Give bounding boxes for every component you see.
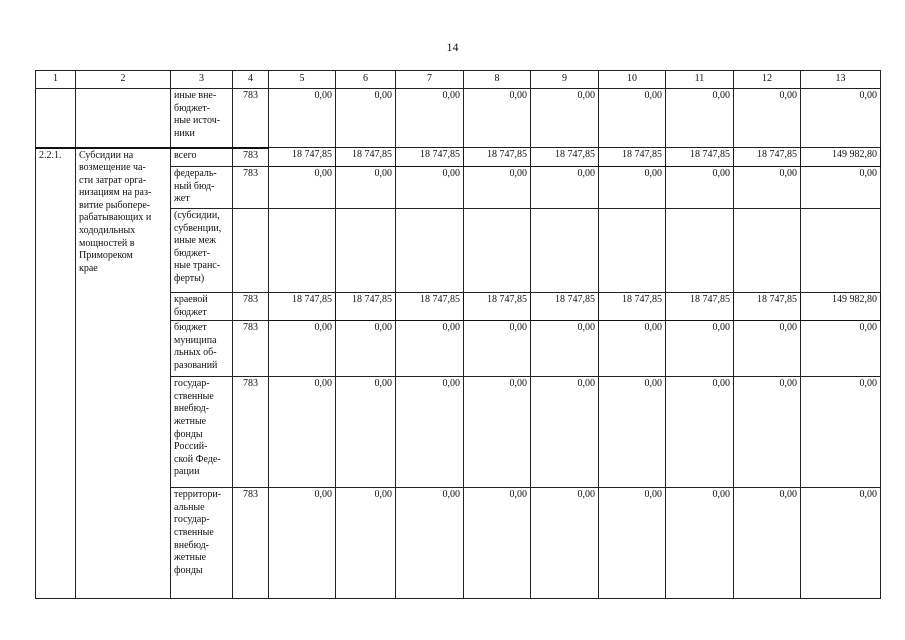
section-number: 2.2.1. — [36, 148, 76, 599]
value-cell: 0,00 — [336, 89, 396, 148]
value-cell: 18 747,85 — [666, 148, 734, 167]
value-cell: 18 747,85 — [666, 293, 734, 321]
value-cell: 0,00 — [336, 488, 396, 599]
value-cell: 0,00 — [666, 377, 734, 488]
value-cell: 0,00 — [599, 488, 666, 599]
value-cell: 0,00 — [531, 321, 599, 377]
row-title-cell — [76, 89, 171, 148]
value-cell: 0,00 — [464, 167, 531, 209]
column-header: 9 — [531, 71, 599, 89]
funding-source-cell: государ- ственные внебюд- жетные фонды Россий- ской Феде- рации — [171, 377, 233, 488]
value-cell — [396, 209, 464, 293]
value-cell: 18 747,85 — [464, 148, 531, 167]
value-cell: 0,00 — [801, 167, 881, 209]
code-cell — [233, 209, 269, 293]
section-title: Субсидии на возмещение ча- сти затрат орга- низациям на раз- витие рыбопере- рабатывающих и хододильных мощностей в Примореком крае — [76, 148, 171, 599]
value-cell: 0,00 — [269, 89, 336, 148]
value-cell — [666, 209, 734, 293]
value-cell: 0,00 — [396, 321, 464, 377]
column-header: 10 — [599, 71, 666, 89]
value-cell — [734, 209, 801, 293]
value-cell: 0,00 — [734, 377, 801, 488]
value-cell — [531, 209, 599, 293]
value-cell: 18 747,85 — [734, 148, 801, 167]
value-cell — [599, 209, 666, 293]
table-row — [36, 89, 881, 148]
value-cell: 0,00 — [599, 377, 666, 488]
value-cell: 18 747,85 — [336, 148, 396, 167]
code-cell: 783 — [233, 293, 269, 321]
value-cell: 0,00 — [666, 488, 734, 599]
value-cell: 0,00 — [269, 377, 336, 488]
value-cell: 0,00 — [666, 89, 734, 148]
row-number-cell — [36, 89, 76, 148]
value-cell: 149 982,80 — [801, 148, 881, 167]
value-cell: 0,00 — [531, 377, 599, 488]
value-cell: 0,00 — [801, 488, 881, 599]
value-cell: 0,00 — [531, 488, 599, 599]
value-cell: 18 747,85 — [396, 148, 464, 167]
column-header: 7 — [396, 71, 464, 89]
value-cell: 0,00 — [396, 377, 464, 488]
value-cell: 0,00 — [396, 89, 464, 148]
value-cell — [801, 209, 881, 293]
value-cell: 0,00 — [269, 488, 336, 599]
column-header: 13 — [801, 71, 881, 89]
value-cell: 0,00 — [269, 321, 336, 377]
value-cell: 0,00 — [801, 89, 881, 148]
value-cell: 18 747,85 — [734, 293, 801, 321]
column-header: 3 — [171, 71, 233, 89]
value-cell: 18 747,85 — [336, 293, 396, 321]
value-cell: 18 747,85 — [269, 148, 336, 167]
value-cell: 18 747,85 — [599, 148, 666, 167]
value-cell: 0,00 — [599, 321, 666, 377]
funding-source-cell: территори- альные государ- ственные внебюд- жетные фонды — [171, 488, 233, 599]
value-cell: 0,00 — [599, 167, 666, 209]
code-cell: 783 — [233, 89, 269, 148]
value-cell: 18 747,85 — [396, 293, 464, 321]
column-header: 1 — [36, 71, 76, 89]
code-cell: 783 — [233, 148, 269, 167]
value-cell: 0,00 — [269, 167, 336, 209]
value-cell: 0,00 — [666, 167, 734, 209]
budget-table — [35, 70, 881, 599]
value-cell: 0,00 — [734, 321, 801, 377]
funding-source-cell: (субсидии, субвенции, иные меж бюджет- ные транс- ферты) — [171, 209, 233, 293]
funding-source-cell: федераль- ный бюд- жет — [171, 167, 233, 209]
page-number: 14 — [446, 40, 459, 54]
funding-source-cell: всего — [171, 148, 233, 167]
value-cell: 0,00 — [734, 89, 801, 148]
value-cell: 0,00 — [734, 167, 801, 209]
column-header: 2 — [76, 71, 171, 89]
value-cell: 0,00 — [336, 377, 396, 488]
value-cell: 0,00 — [531, 89, 599, 148]
value-cell: 18 747,85 — [531, 293, 599, 321]
value-cell: 0,00 — [336, 167, 396, 209]
value-cell — [269, 209, 336, 293]
value-cell: 0,00 — [666, 321, 734, 377]
value-cell: 0,00 — [801, 321, 881, 377]
value-cell: 0,00 — [464, 377, 531, 488]
value-cell — [336, 209, 396, 293]
value-cell: 18 747,85 — [599, 293, 666, 321]
code-cell: 783 — [233, 167, 269, 209]
value-cell: 0,00 — [396, 488, 464, 599]
value-cell: 0,00 — [464, 89, 531, 148]
column-header: 6 — [336, 71, 396, 89]
code-cell: 783 — [233, 488, 269, 599]
code-cell: 783 — [233, 321, 269, 377]
value-cell: 0,00 — [599, 89, 666, 148]
value-cell — [464, 209, 531, 293]
header-row — [36, 71, 881, 89]
funding-source-cell: краевой бюджет — [171, 293, 233, 321]
value-cell: 0,00 — [396, 167, 464, 209]
column-header: 4 — [233, 71, 269, 89]
value-cell: 18 747,85 — [464, 293, 531, 321]
code-cell: 783 — [233, 377, 269, 488]
table-row — [36, 148, 881, 167]
column-header: 5 — [269, 71, 336, 89]
value-cell: 18 747,85 — [269, 293, 336, 321]
value-cell: 0,00 — [464, 488, 531, 599]
value-cell: 149 982,80 — [801, 293, 881, 321]
column-header: 12 — [734, 71, 801, 89]
value-cell: 0,00 — [464, 321, 531, 377]
column-header: 11 — [666, 71, 734, 89]
funding-source-cell: иные вне- бюджет- ные источ- ники — [171, 89, 233, 148]
funding-source-cell: бюджет муниципа льных об- разований — [171, 321, 233, 377]
value-cell: 18 747,85 — [531, 148, 599, 167]
value-cell: 0,00 — [801, 377, 881, 488]
value-cell: 0,00 — [734, 488, 801, 599]
column-header: 8 — [464, 71, 531, 89]
value-cell: 0,00 — [531, 167, 599, 209]
value-cell: 0,00 — [336, 321, 396, 377]
